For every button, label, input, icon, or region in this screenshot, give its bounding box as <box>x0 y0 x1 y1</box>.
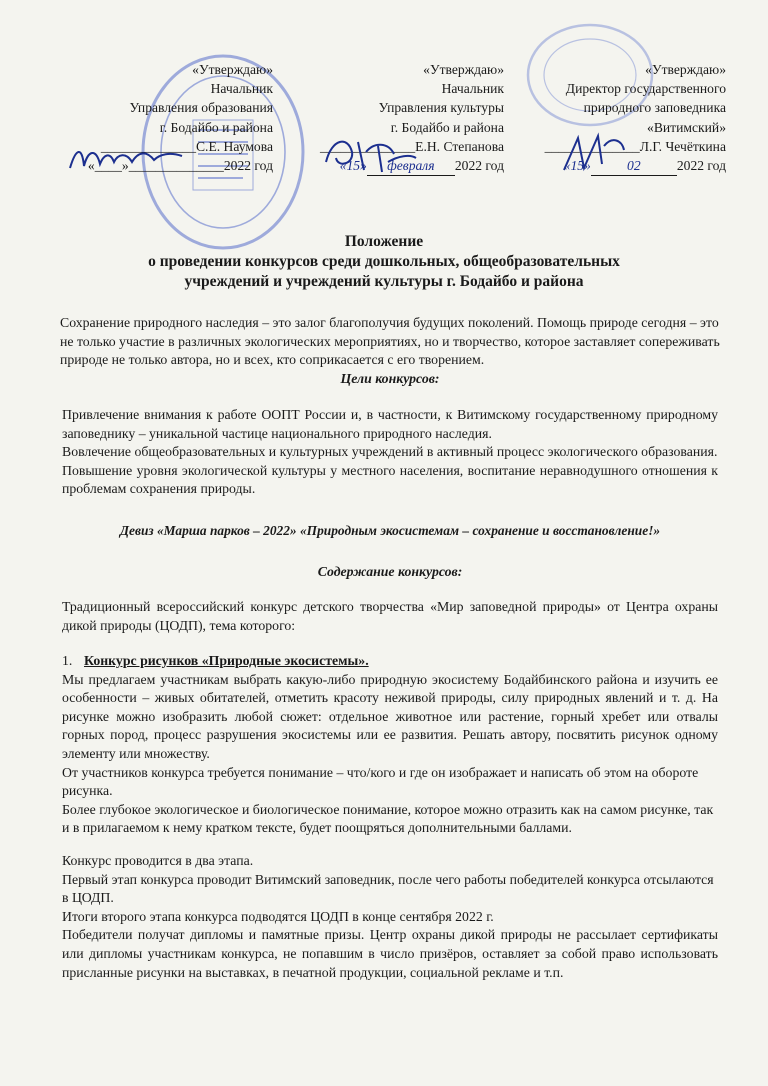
goal-item: Вовлечение общеобразовательных и культурных учреждений в активный процесс экологического образования. <box>62 444 718 460</box>
signature-chechetkina <box>558 130 628 178</box>
approver-position: Начальник <box>210 81 273 97</box>
approver-org: Управления культуры <box>378 100 504 116</box>
date-day: «____» <box>87 158 129 174</box>
stage-paragraph: Итоги второго этапа конкурса подводятся ЦОДП в конце сентября 2022 г. <box>62 908 494 924</box>
signature-naumova <box>66 140 186 176</box>
contest-paragraph: Мы предлагаем участникам выбрать какую-либо природную экосистему Бодайбинского района и изучить ее особенности – живых обитателей, отметить красоту неживой природы, силу природных явлений и т. д. На рисунке можно изобразить любой сюжет: отдельное животное или растение, горный хребет или отвалы горных пород, процесс разрушения экосистемы или ее развития. Решать автору, посвятить рисунок одному элементу или множеству. <box>62 671 718 761</box>
approver-org-city: г. Бодайбо и района <box>159 119 273 135</box>
approver-org: Управления образования <box>129 100 273 116</box>
approve-label: «Утверждаю» <box>645 62 726 77</box>
approver-name: С.Е. Наумова <box>195 138 273 154</box>
title-line-2: о проведении конкурсов среди дошкольных, общеобразовательных <box>148 253 620 270</box>
date-month: февраля <box>367 156 455 176</box>
title-line-1: Положение <box>344 233 424 250</box>
date-day: «15» <box>563 158 591 174</box>
date-year: 2022 год <box>223 158 273 174</box>
approval-date-line: «____»______________2022 год <box>87 158 273 174</box>
approver-name-line: ______________Л.Г. Чечёткина <box>544 138 726 154</box>
contest-title: Конкурс рисунков «Природные экосистемы». <box>84 653 369 668</box>
contest-paragraph: От участников конкурса требуется понимание – что/кого и где он изображает и написать об этом на обороте рисунка. <box>62 764 699 799</box>
content-heading: Содержание конкурсов: <box>317 564 463 579</box>
approver-org-city: г. Бодайбо и района <box>390 119 504 135</box>
approver-position: Начальник <box>441 81 504 97</box>
goals-section <box>62 406 718 499</box>
goal-item: Повышение уровня экологической культуры у местного населения, воспитание неравнодушного отношения к проблемам сохранения природы. <box>62 462 718 497</box>
approver-org-city: «Витимский» <box>647 119 726 135</box>
date-year: 2022 год <box>676 158 726 174</box>
contest-1-section <box>62 652 718 838</box>
stage-paragraph: Первый этап конкурса проводит Витимский заповедник, после чего работы победителей конкурса отсылаются в ЦОДП. <box>62 871 714 906</box>
goal-item: Привлечение внимания к работе ООПТ России и, в частности, к Витимскому государственному природному заповеднику – уникальной частице национального природного наследия. <box>62 407 718 441</box>
stage-paragraph: Конкурс проводится в два этапа. <box>62 853 254 868</box>
date-year: 2022 год <box>454 158 504 174</box>
contest-stages <box>62 852 718 982</box>
approver-org: природного заповедника <box>583 100 726 116</box>
date-day: «15» <box>339 158 367 174</box>
document-title <box>0 232 768 292</box>
motto: Девиз «Марша парков – 2022» «Природным экосистемам – сохранение и восстановление!» <box>119 523 661 538</box>
stage-paragraph: Победители получат дипломы и памятные призы. Центр охраны дикой природы не рассылает сертификаты или дипломы участникам конкурса, не попавшим в число призёров, оставляет за собой право использовать присланные рисунки на выставках, в печатной продукции, социальной рекламе и т.п. <box>62 927 718 980</box>
approver-name: Е.Н. Степанова <box>415 138 504 154</box>
approve-label: «Утверждаю» <box>192 62 273 77</box>
content-intro: Традиционный всероссийский конкурс детского творчества «Мир заповедной природы» от Центра охраны дикой природы (ЦОДП), тема которого: <box>62 599 718 633</box>
signature-stepanova <box>318 132 418 176</box>
approver-name-line: ______________Е.Н. Степанова <box>320 138 504 154</box>
title-line-3: учреждений и учреждений культуры г. Бодайбо и района <box>184 273 584 290</box>
approver-name-line: ______________С.Е. Наумова <box>100 138 273 154</box>
approver-position: Директор государственного <box>565 81 726 97</box>
contest-paragraph: Более глубокое экологическое и биологическое понимание, которое можно отразить как на самом рисунке, так и в прилагаемом к нему кратком тексте, будет поощряться дополнительными баллами. <box>62 801 714 836</box>
contest-number: 1. <box>62 653 73 668</box>
intro-section <box>60 314 720 388</box>
goals-heading: Цели конкурсов: <box>340 370 440 386</box>
contest-1-heading <box>62 652 718 671</box>
approver-name: Л.Г. Чечёткина <box>639 138 726 154</box>
approve-label: «Утверждаю» <box>423 62 504 77</box>
intro-paragraph: Сохранение природного наследия – это залог благополучия будущих поколений. Помощь природе сегодня – это не только участие в различных экологических мероприятиях, но и творчество, которое заставляет сопереживать природе не только автора, но и всех, кто соприкасается с его творением. <box>60 315 720 368</box>
date-month: 02 <box>591 156 677 176</box>
